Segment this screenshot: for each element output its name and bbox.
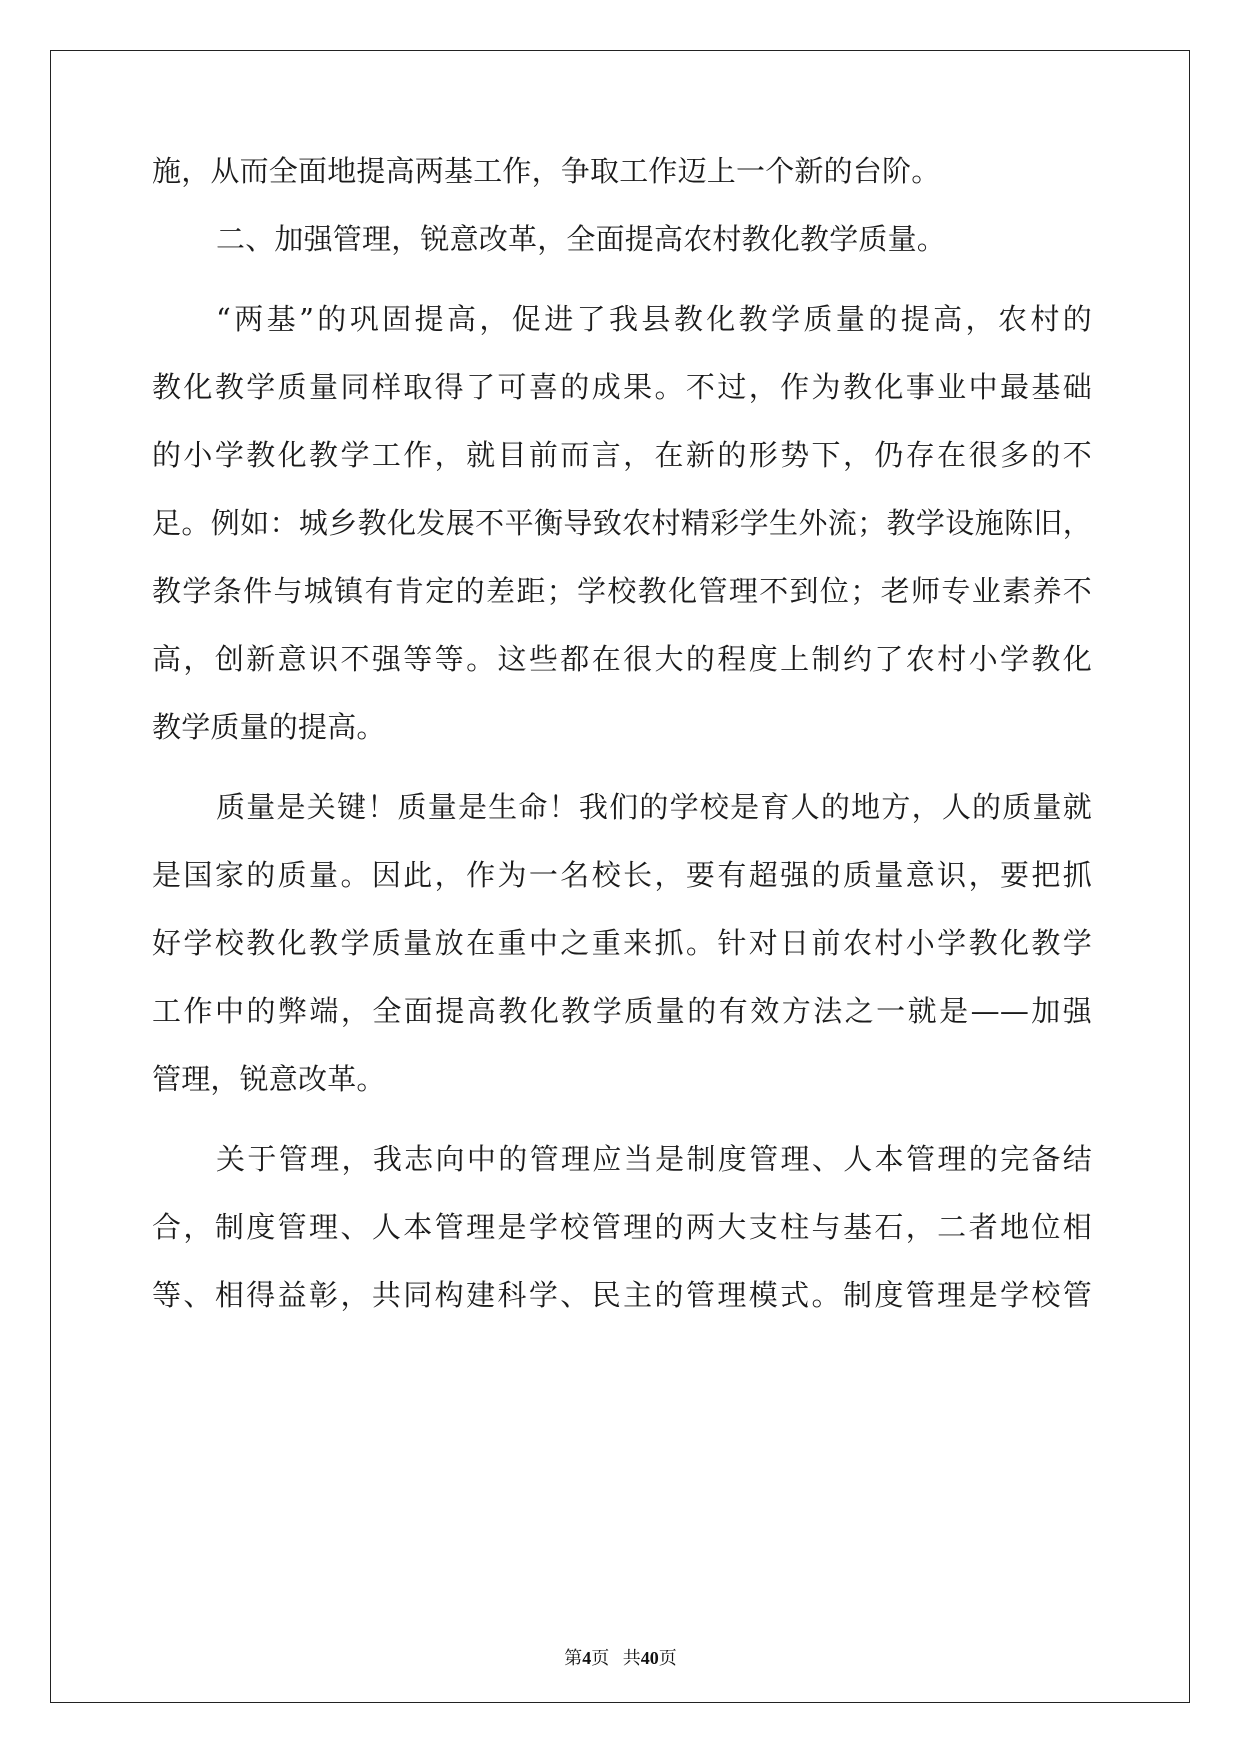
text-line: 好学校教化教学质量放在重中之重来抓。针对日前农村小学教化教学 (152, 926, 1092, 960)
total-prefix: 共 (622, 1648, 641, 1668)
text-line: “两基”的巩固提高，促进了我县教化教学质量的提高，农村的 (216, 302, 1092, 336)
text-line: 工作中的弊端，全面提高教化教学质量的有效方法之一就是——加强 (152, 994, 1092, 1028)
text-line: 管理，锐意改革。 (152, 1062, 386, 1096)
text-line: 高，创新意识不强等等。这些都在很大的程度上制约了农村小学教化 (152, 642, 1092, 676)
text-line: 等、相得益彰，共同构建科学、民主的管理模式。制度管理是学校管 (152, 1278, 1092, 1312)
text-line: 是国家的质量。因此，作为一名校长，要有超强的质量意识，要把抓 (152, 858, 1092, 892)
text-line: 施，从而全面地提高两基工作，争取工作迈上一个新的台阶。 (152, 154, 941, 188)
text-line: 的小学教化教学工作，就目前而言，在新的形势下，仍存在很多的不 (152, 438, 1092, 472)
total-pages: 40 (640, 1648, 659, 1668)
text-line: 教化教学质量同样取得了可喜的成果。不过，作为教化事业中最基础 (152, 370, 1092, 404)
page-suffix: 页 (591, 1648, 610, 1668)
text-line: 足。例如：城乡教化发展不平衡导致农村精彩学生外流；教学设施陈旧， (152, 506, 1092, 540)
page-number: 4 (582, 1648, 592, 1668)
total-suffix: 页 (658, 1648, 677, 1668)
section-heading: 二、加强管理，锐意改革，全面提高农村教化教学质量。 (216, 222, 947, 256)
text-line: 教学质量的提高。 (152, 710, 386, 744)
page-prefix: 第 (564, 1648, 583, 1668)
text-line: 关于管理，我志向中的管理应当是制度管理、人本管理的完备结 (216, 1142, 1092, 1176)
text-line: 合，制度管理、人本管理是学校管理的两大支柱与基石，二者地位相 (152, 1210, 1092, 1244)
text-line: 质量是关键！质量是生命！我们的学校是育人的地方，人的质量就 (216, 790, 1092, 824)
page-footer (0, 1644, 1241, 1670)
text-line: 教学条件与城镇有肯定的差距；学校教化管理不到位；老师专业素养不 (152, 574, 1092, 608)
